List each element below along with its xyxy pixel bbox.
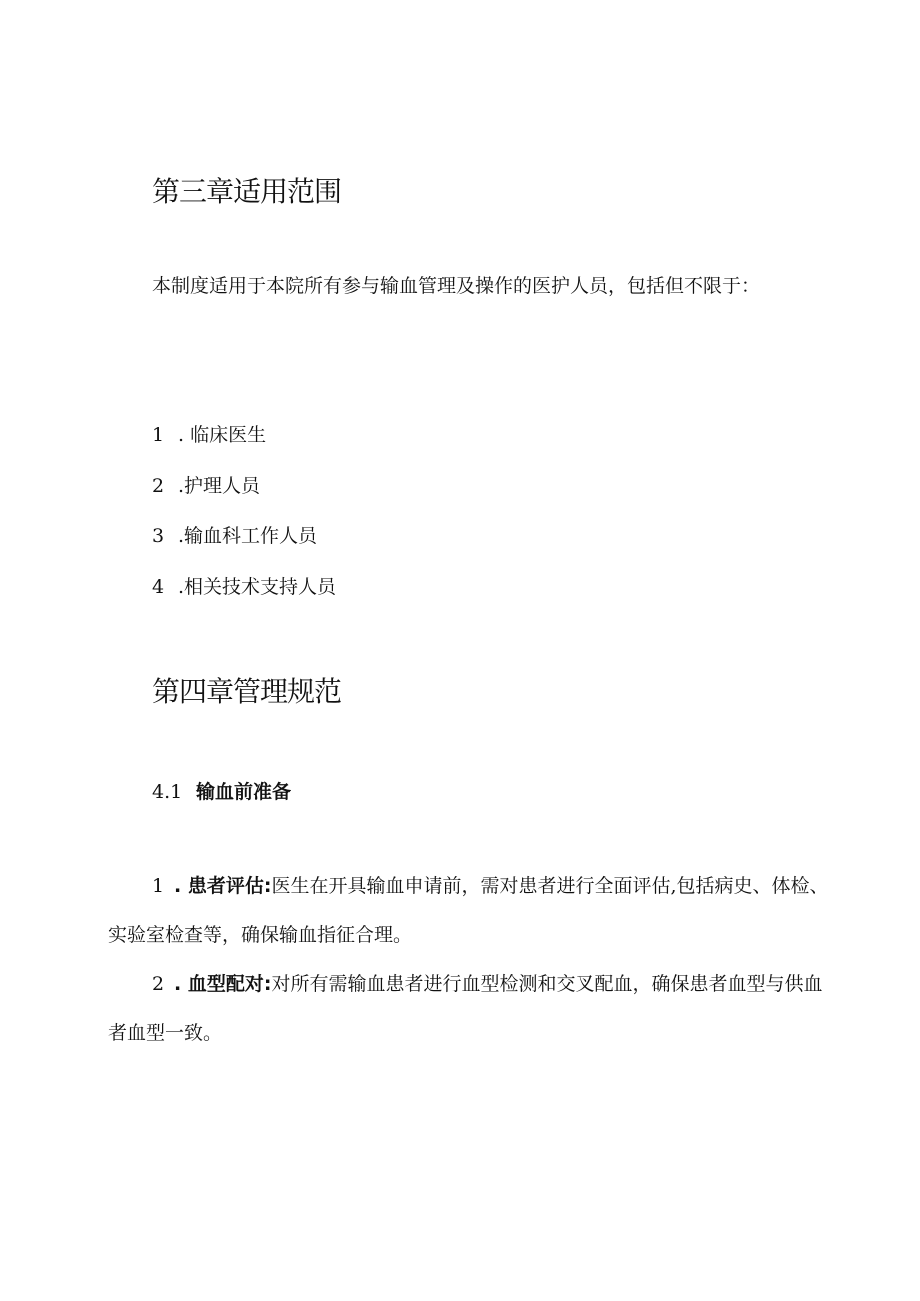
list-item-text: .相关技术支持人员 — [178, 576, 337, 598]
numbered-paragraph — [108, 960, 832, 1058]
chapter3-title: 第三章适用范围 — [152, 175, 342, 208]
section-title: 输血前准备 — [196, 781, 292, 803]
chapter3-intro: 本制度适用于本院所有参与输血管理及操作的医护人员，包括但不限于： — [152, 275, 761, 297]
list-item-text: .护理人员 — [178, 475, 261, 497]
paragraph-text: 对所有需输血患者进行血型检测和交叉配血，确保患者血型与供血者血型一致。 — [108, 973, 823, 1044]
chapter4-title: 第四章管理规范 — [152, 675, 342, 708]
paragraph-label: . 血型配对: — [174, 973, 272, 995]
numbered-paragraph — [108, 862, 832, 960]
list-item — [152, 527, 317, 546]
list-item-number: 1 — [152, 424, 165, 446]
list-item-number: 3 — [152, 525, 165, 547]
paragraph-label: . 患者评估: — [174, 875, 272, 897]
list-item — [152, 578, 336, 597]
list-item-number: 4 — [152, 576, 165, 598]
paragraph-number: 1 — [152, 875, 165, 897]
section-number: 4.1 — [152, 781, 183, 803]
paragraph-text: 医生在开具输血申请前，需对患者进行全面评估,包括病史、体检、实验室检查等，确保输血指征合理。 — [108, 875, 829, 946]
list-item-number: 2 — [152, 475, 165, 497]
list-item — [152, 426, 266, 445]
list-item-text: .输血科工作人员 — [178, 525, 318, 547]
paragraph-number: 2 — [152, 973, 165, 995]
list-item-text: . 临床医生 — [178, 424, 267, 446]
list-item — [152, 477, 260, 496]
section-heading — [152, 783, 291, 802]
